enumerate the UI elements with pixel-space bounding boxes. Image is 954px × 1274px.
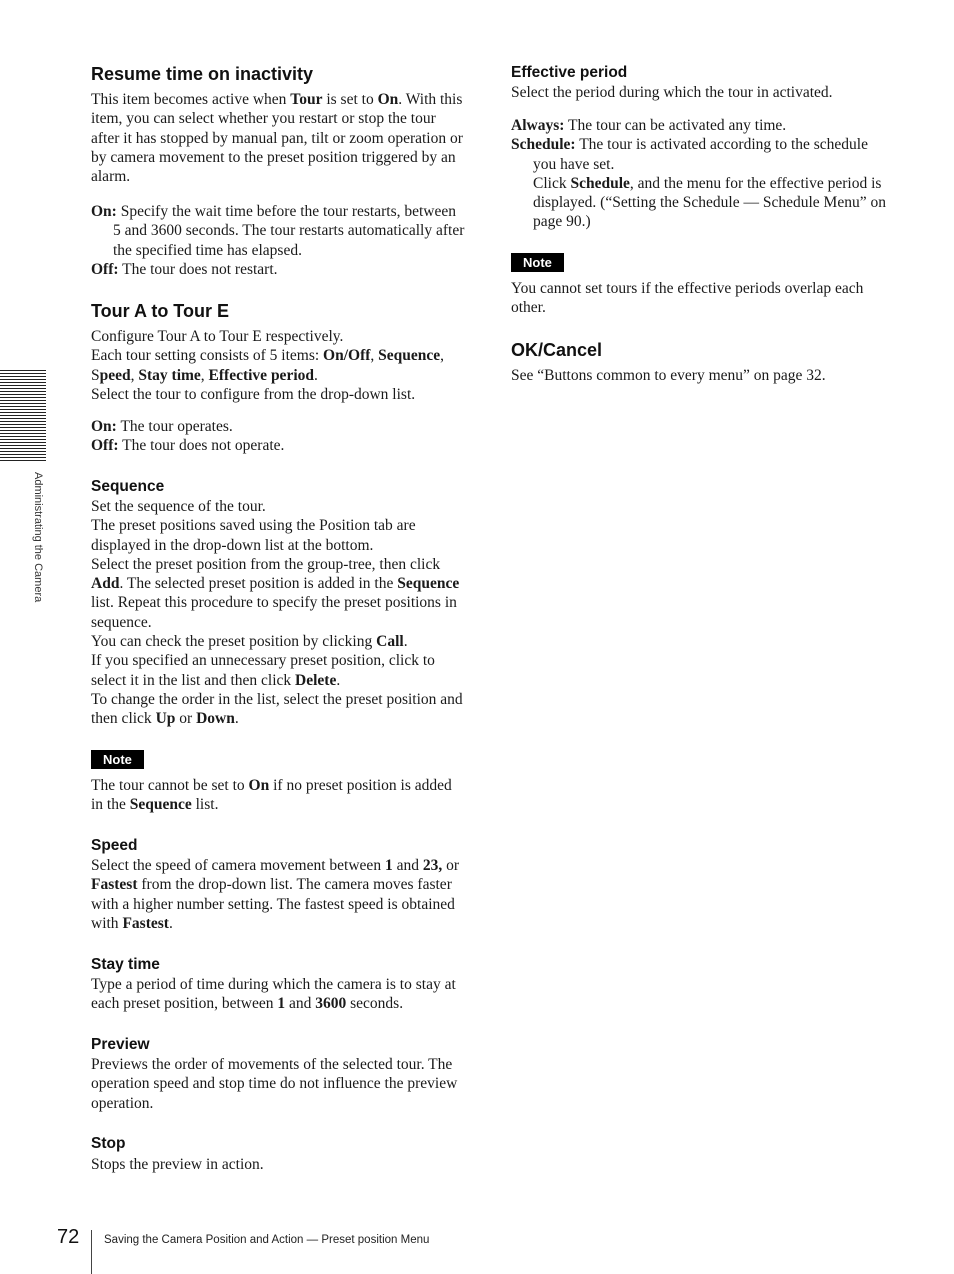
side-section-label: Administrating the Camera xyxy=(32,472,44,603)
resume-heading: Resume time on inactivity xyxy=(91,64,314,84)
note-label-effective: Note xyxy=(511,253,564,272)
resume-options xyxy=(91,202,465,279)
resume-off: Off: The tour does not restart. xyxy=(91,260,278,278)
okcancel-text: See “Buttons common to every menu” on page 32. xyxy=(511,367,826,384)
effective-options xyxy=(511,116,891,232)
stop-heading: Stop xyxy=(91,1135,126,1152)
effective-text: Select the period during which the tour in activated. xyxy=(511,84,833,101)
preview-heading: Preview xyxy=(91,1036,150,1053)
effective-note: You cannot set tours if the effective periods overlap each other. xyxy=(511,280,864,317)
stay-text: Type a period of time during which the camera is to stay at each preset position, between 1 and 3600 seconds. xyxy=(91,976,456,1013)
sequence-heading: Sequence xyxy=(91,478,165,495)
note-label-sequence: Note xyxy=(91,750,144,769)
preview-text: Previews the order of movements of the selected tour. The operation speed and stop time do not influence the preview operation. xyxy=(91,1056,458,1112)
always-option: Always: The tour can be activated any time. xyxy=(511,117,787,134)
thumb-index-tab xyxy=(0,370,46,461)
resume-intro: This item becomes active when Tour is set to On. With this item, you can select whether you restart or stop the tour after it has stopped by manual pan, tilt or zoom operation or by camera movement to the preset position triggered by an alarm. xyxy=(91,91,463,186)
resume-on: On: Specify the wait time before the tour restarts, between 5 and 3600 seconds. The tour restarts automatically after the specified time has elapsed. xyxy=(91,203,465,259)
stop-text: Stops the preview in action. xyxy=(91,1156,264,1173)
footer-divider xyxy=(91,1230,92,1274)
sequence-note: The tour cannot be set to On if no preset position is added in the Sequence list. xyxy=(91,777,452,814)
page-number: 72 xyxy=(57,1226,80,1248)
stay-heading: Stay time xyxy=(91,956,160,973)
schedule-option: Schedule: The tour is activated according to the schedule you have set. xyxy=(511,136,868,173)
speed-text: Select the speed of camera movement between 1 and 23, or Fastest from the drop-down list. The camera moves faster with a higher number setting. The fastest speed is obtained with Fastest. xyxy=(91,857,460,932)
sequence-text: Set the sequence of the tour. The preset positions saved using the Position tab are displayed in the drop-down list at the bottom. Select the preset position from the group-tree, then click Add. The selected preset position is added in the Sequence list. Repeat this procedure to specify the preset positions in sequence. You can check the preset position by clicking Call. If you specified an unnecessary preset position, click to select it in the list and then click Delete. To change the order in the list, select the preset position and then click Up or Down. xyxy=(91,498,463,728)
schedule-sub: Click Schedule, and the menu for the effective period is displayed. (“Setting the Schedule — Schedule Menu” on page 90.) xyxy=(533,174,886,231)
tour-intro: Configure Tour A to Tour E respectively. Each tour setting consists of 5 items: On/Off, Sequence, Speed, Stay time, Effective period. Select the tour to configure from the drop-down list. xyxy=(91,328,445,403)
okcancel-heading: OK/Cancel xyxy=(511,340,603,360)
footer-title: Saving the Camera Position and Action — Preset position Menu xyxy=(104,1234,430,1246)
effective-heading: Effective period xyxy=(511,64,628,81)
tour-heading: Tour A to Tour E xyxy=(91,301,229,321)
speed-heading: Speed xyxy=(91,837,138,854)
tour-on-off: On: The tour operates. Off: The tour does not operate. xyxy=(91,418,285,455)
